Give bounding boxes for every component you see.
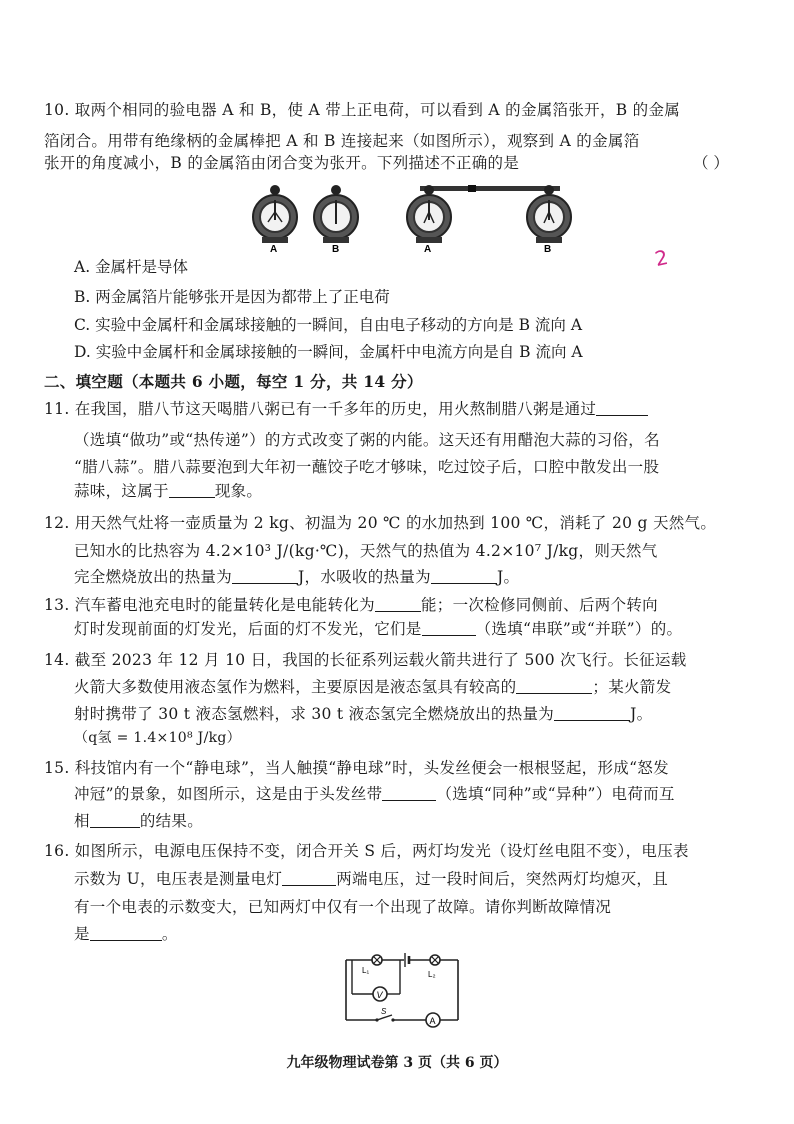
voltmeter-label: V (376, 990, 383, 1000)
q12-text-3b: J，水吸收的热量为 (298, 568, 431, 586)
q15-text-2b: （选填“同种”或“异种”）电荷而互 (436, 785, 675, 803)
q13-blank-2[interactable] (422, 617, 476, 636)
margin-mark: 2 (652, 244, 671, 272)
q12-text-3c: J。 (496, 568, 520, 586)
q16-text-4b: 。 (161, 925, 178, 943)
q16-blank-1[interactable] (282, 867, 336, 886)
q10-option-c: C. 实验中金属杆和金属球接触的一瞬间，自由电子移动的方向是 B 流向 A (74, 316, 583, 334)
q11-text-4a: 蒜味，这属于 (74, 482, 169, 500)
electroscope-b-right (527, 185, 571, 243)
q11-blank-2[interactable] (169, 479, 215, 498)
q11-text-1: 11. 在我国，腊八节这天喝腊八粥已有一千多年的历史，用火熬制腊八粥是通过 (44, 400, 597, 418)
lamp-l2 (430, 955, 440, 965)
q13-text-1b: 能；一次检修同侧前、后两个转向 (420, 596, 658, 614)
q12-line-3 (74, 562, 794, 593)
electroscope-a-left (253, 185, 297, 243)
q16-text-4a: 是 (74, 925, 90, 943)
fig-label-a2: A (424, 244, 432, 254)
q11-line-3: “腊八蒜”。腊八蒜要泡到大年初一蘸饺子吃才够味，吃过饺子后，口腔中散发出一股 (74, 458, 660, 476)
q16-line-1: 16. 如图所示，电源电压保持不变，闭合开关 S 后，两灯均发光（设灯丝电阻不变），电压表 (44, 842, 689, 860)
lamp-l1 (372, 955, 382, 965)
q14-text-3b: J。 (630, 705, 653, 723)
battery (405, 953, 409, 967)
q16-text-2a: 示数为 U，电压表是测量电灯 (74, 870, 283, 888)
q15-text-3a: 相 (74, 812, 90, 830)
q16-text-2b: 两端电压，过一段时间后，突然两灯均熄灭，且 (336, 870, 669, 888)
q13-text-2a: 灯时发现前面的灯发光，后面的灯不发光，它们是 (74, 620, 422, 638)
q10-option-a: A. 金属杆是导体 (74, 258, 189, 276)
electroscope-figure (240, 180, 600, 254)
q15-line-1: 15. 科技馆内有一个“静电球”，当人触摸“静电球”时，头发丝便会一根根竖起，形成“怒发 (44, 759, 669, 777)
q14-blank-1[interactable] (516, 675, 592, 694)
q14-blank-2[interactable] (554, 702, 630, 721)
fig-label-a1: A (270, 244, 278, 254)
circuit-diagram (330, 948, 476, 1030)
label-s: S (381, 1007, 387, 1016)
answer-paren: （ ） (693, 154, 729, 172)
q13-text-1a: 13. 汽车蓄电池充电时的能量转化是电能转化为 (44, 596, 375, 614)
q14-line-4: （q氢 = 1.4×10⁸ J/kg） (74, 730, 241, 746)
q10-line-3: 张开的角度减小，B 的金属箔由闭合变为张开。下列描述不正确的是 (44, 154, 520, 172)
q16-line-4 (74, 919, 794, 950)
q13-blank-1[interactable] (375, 593, 421, 612)
q11-line-2: （选填“做功”或“热传递”）的方式改变了粥的内能。这天还有用醋泡大蒜的习俗，名 (74, 431, 660, 449)
metal-rod (420, 185, 560, 192)
q13-line-2 (74, 614, 794, 645)
fig-label-b1: B (332, 244, 340, 254)
section-title: 二、填空题（本题共 6 小题，每空 1 分，共 14 分） (44, 372, 423, 391)
q12-line-1: 12. 用天然气灶将一壶质量为 2 kg、初温为 20 ℃ 的水加热到 100 ℃，消耗了 20 g 天然气。 (44, 514, 717, 532)
page-footer: 九年级物理试卷第 3 页（共 6 页） (286, 1055, 508, 1071)
q15-text-2a: 冲冠”的景象，如图所示，这是由于头发丝带 (74, 785, 383, 803)
q12-blank-1[interactable] (232, 565, 298, 584)
q12-blank-2[interactable] (431, 565, 497, 584)
electroscope-a-right (407, 185, 451, 243)
q14-text-2b: ；某火箭发 (592, 678, 672, 696)
q11-line-4 (74, 476, 794, 507)
q15-line-3 (74, 806, 794, 837)
q14-text-3a: 射时携带了 30 t 液态氢燃料，求 30 t 液态氢完全燃烧放出的热量为 (74, 705, 555, 723)
ammeter (426, 1013, 440, 1027)
label-l2: L₂ (428, 970, 436, 979)
q15-blank-1[interactable] (382, 782, 436, 801)
q10-option-d: D. 实验中金属杆和金属球接触的一瞬间，金属杆中电流方向是自 B 流向 A (74, 343, 583, 361)
q10-line-2: 箔闭合。用带有绝缘柄的金属棒把 A 和 B 连接起来（如图所示），观察到 A 的金属箔 (44, 132, 640, 150)
q14-line-1: 14. 截至 2023 年 12 月 10 日，我国的长征系列运载火箭共进行了 500 次飞行。长征运载 (44, 651, 687, 669)
q16-line-3: 有一个电表的示数变大，已知两灯中仅有一个出现了故障。请你判断故障情况 (74, 898, 612, 916)
fig-label-b2: B (544, 244, 552, 254)
q15-blank-2[interactable] (90, 809, 140, 828)
q16-line-2 (74, 864, 794, 895)
q12-text-3a: 完全燃烧放出的热量为 (74, 568, 233, 586)
ammeter-label: A (429, 1016, 436, 1026)
q10-option-b: B. 两金属箔片能够张开是因为都带上了正电荷 (74, 288, 390, 306)
q10-line-1: 10. 取两个相同的验电器 A 和 B，使 A 带上正电荷，可以看到 A 的金属箔张开，B 的金属 (44, 101, 681, 119)
voltmeter (373, 987, 387, 1001)
q11-text-4b: 现象。 (214, 482, 263, 500)
label-l1: L₁ (362, 966, 370, 975)
electroscope-b-left (314, 185, 358, 243)
q11-blank-1[interactable] (596, 397, 648, 416)
q16-blank-2[interactable] (90, 922, 162, 941)
q11-line-1 (44, 394, 766, 425)
q13-text-2b: （选填“串联”或“并联”）的。 (475, 620, 683, 638)
q12-line-2: 已知水的比热容为 4.2×10³ J/(kg·℃)，天然气的热值为 4.2×10⁷ J/kg，则天然气 (74, 542, 658, 560)
q15-text-3b: 的结果。 (139, 812, 204, 830)
q14-text-2a: 火箭大多数使用液态氢作为燃料，主要原因是液态氢具有较高的 (74, 678, 517, 696)
